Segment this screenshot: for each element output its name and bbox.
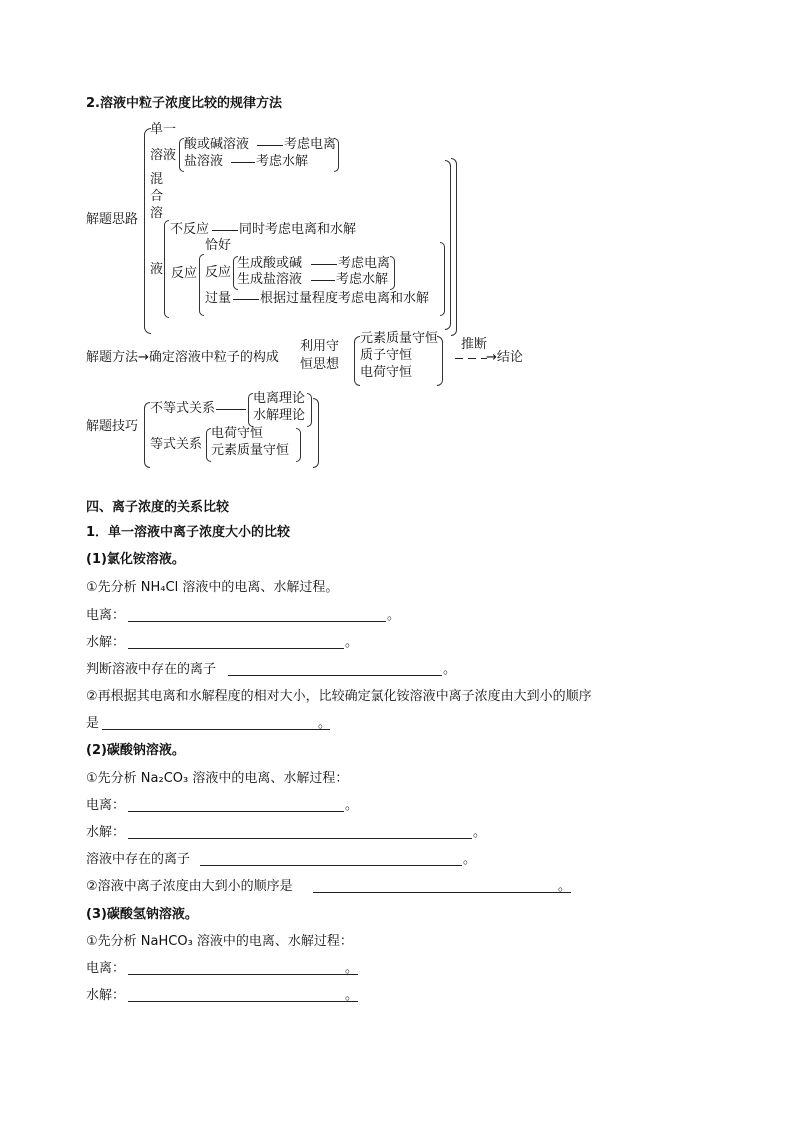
period: 。 [463,852,477,867]
dash-line [311,264,337,265]
ineq-item: 电离理论 [253,391,306,406]
period: 。 [345,635,359,650]
reaction-label: 反应 [171,266,198,281]
item-note: 考虑水解 [336,272,389,287]
conservation-label: 恒思想 [300,357,340,372]
conservation-item: 元素质量守恒 [360,331,439,346]
field-label: 水解： [86,825,126,840]
conservation-label: 利用守 [300,339,340,354]
dash-line [455,358,463,359]
item-label: 酸或碱溶液 [184,137,250,152]
dash-line [231,162,255,163]
period: 。 [443,662,457,677]
excess-note: 根据过量程度考虑电离和水解 [260,291,430,306]
answer-blank[interactable] [128,974,358,975]
dash-line [216,409,246,410]
infer-label: 推断 [461,337,488,352]
skills-label: 解题技巧 [86,419,139,434]
answer-blank[interactable] [128,811,344,812]
period: 。 [387,608,401,623]
no-reaction-label: 不反应 [170,222,210,237]
dash-line [257,145,283,146]
brace [390,256,395,290]
item-note: 考虑水解 [256,154,309,169]
brace [437,336,443,386]
problem-title: (2)碳酸钠溶液。 [86,743,185,758]
item-label: 盐溶液 [184,154,224,169]
eq-item: 电荷守恒 [211,426,264,441]
excess-label: 过量 [205,291,232,306]
dash-line [311,280,335,281]
item-note: 考虑电离 [284,137,337,152]
field-label: 水解： [86,635,126,650]
single-label: 单一 [150,122,177,137]
dash-line [233,299,259,300]
item-label: 生成盐溶液 [237,272,303,287]
answer-blank[interactable] [102,729,330,730]
problem-title: (1)氯化铵溶液。 [86,552,185,567]
diagram-root-label: 解题思路 [86,212,139,227]
eq-label: 等式关系 [150,437,203,452]
problem-title: (3)碳酸氢钠溶液。 [86,907,198,922]
field-label: 水解： [86,988,126,1003]
brace [296,428,301,462]
instruction-text: ①先分析 NaHCO₃ 溶液中的电离、水解过程： [86,934,353,949]
single-label: 溶液 [150,148,177,163]
exact-label: 恰好 [205,238,232,253]
brace [334,138,339,172]
field-label: 电离： [86,961,126,976]
instruction-text: ②再根据其电离和水解程度的相对大小，比较确定氯化铵溶液中离子浓度由大到小的顺序 [86,689,592,704]
period: 。 [345,798,359,813]
field-label: 电离： [86,798,126,813]
field-label: 溶液中存在的离子 [86,852,191,867]
answer-blank[interactable] [228,675,442,676]
field-label: 是 [86,716,100,731]
mixed-char: 液 [150,262,164,277]
conclusion-label: →结论 [486,350,523,365]
conservation-item: 电荷守恒 [360,365,413,380]
answer-blank[interactable] [128,838,472,839]
conservation-item: 质子守恒 [360,348,413,363]
field-label: 判断溶液中存在的离子 [86,662,217,677]
item-note: 考虑电离 [338,256,391,271]
period: 。 [318,716,332,731]
dash-line [212,230,238,231]
no-reaction-note: 同时考虑电离和水解 [239,222,357,237]
mixed-char: 混 [150,172,164,187]
brace [451,158,457,336]
answer-blank[interactable] [128,648,344,649]
period: 。 [558,879,572,894]
ineq-label: 不等式关系 [150,401,216,416]
answer-blank[interactable] [313,892,571,893]
method-label: 解题方法→确定溶液中粒子的构成 [86,350,279,365]
dash-line [468,358,476,359]
answer-blank[interactable] [128,1001,358,1002]
brace [199,254,204,316]
field-label: 电离： [86,608,126,623]
instruction-text: ②溶液中离子浓度由大到小的顺序是 [86,879,293,894]
exact-label: 反应 [205,265,232,280]
instruction-text: ①先分析 Na₂CO₃ 溶液中的电离、水解过程： [86,771,349,786]
brace [164,220,169,318]
period: 。 [473,825,487,840]
section-title: 2.溶液中粒子浓度比较的规律方法 [86,96,282,111]
ineq-item: 水解理论 [253,408,306,423]
period: 。 [345,961,359,976]
period: 。 [345,988,359,1003]
answer-blank[interactable] [200,865,462,866]
item-label: 生成酸或碱 [237,256,303,271]
answer-blank[interactable] [128,621,386,622]
brace [313,398,319,468]
brace [307,393,312,427]
section-title: 四、离子浓度的关系比较 [86,500,230,515]
mixed-char: 合 [150,189,164,204]
subsection-title: 1．单一溶液中离子浓度大小的比较 [86,525,291,540]
mixed-char: 溶 [150,206,164,221]
instruction-text: ①先分析 NH₄Cl 溶液中的电离、水解过程。 [86,580,339,595]
eq-item: 元素质量守恒 [211,443,290,458]
